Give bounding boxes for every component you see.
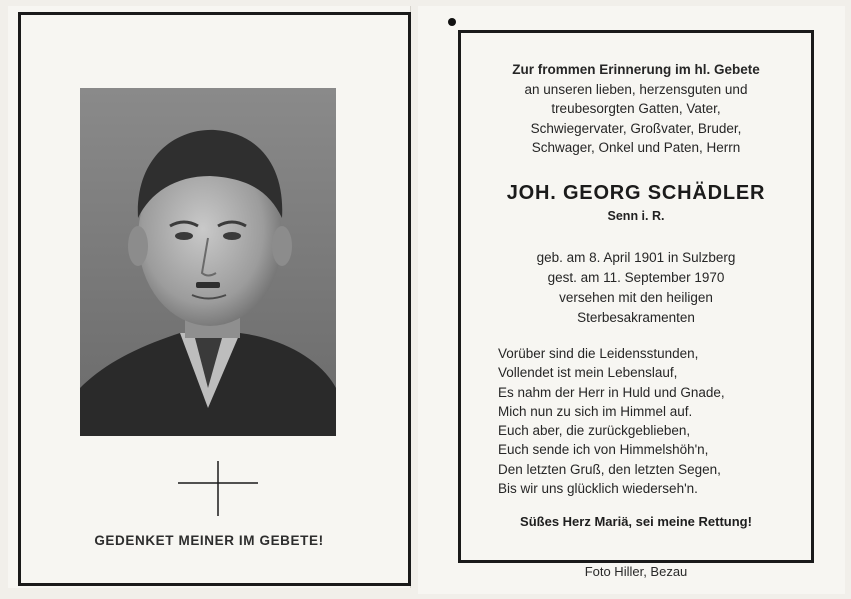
dates-line: geb. am 8. April 1901 in Sulzberg (536, 250, 736, 265)
deceased-role: Senn i. R. (607, 209, 665, 223)
poem-line: Es nahm der Herr in Huld und Gnade, (498, 384, 725, 400)
intro-line: Schwager, Onkel und Paten, Herrn (531, 140, 741, 155)
poem-line: Euch aber, die zurückgeblieben, (498, 423, 691, 439)
portrait-image (80, 88, 336, 436)
dates-line: Sterbesakramenten (577, 310, 695, 325)
closing-prayer: Süßes Herz Mariä, sei meine Rettung! (520, 514, 752, 529)
poem-line: Mich nun zu sich im Himmel auf. (498, 403, 693, 419)
portrait-photo (80, 88, 336, 436)
left-card (8, 6, 411, 588)
intro-line: an unseren lieben, herzensguten und (524, 81, 748, 97)
deceased-name: JOH. GEORG SCHÄDLER (506, 182, 766, 204)
dates-block (458, 248, 814, 328)
intro-line: Schwiegervater, Großvater, Bruder, (530, 120, 742, 136)
right-card (418, 6, 845, 594)
poem-line: Euch sende ich von Himmelshöh'n, (498, 442, 709, 458)
dates-line: gest. am 11. September 1970 (547, 270, 725, 285)
photo-credit: Foto Hiller, Bezau (584, 564, 688, 579)
poem-line: Bis wir uns glücklich wiederseh'n. (498, 481, 698, 497)
ink-dot (448, 18, 456, 26)
intro-line: treubesorgten Gatten, Vater, (551, 101, 721, 116)
poem-line: Vollendet ist mein Lebenslauf, (498, 365, 678, 381)
dates-line: versehen mit den heiligen (559, 290, 713, 305)
poem-line: Vorüber sind die Leidensstunden, (498, 346, 699, 361)
prayer-footer: GEDENKET MEINER IM GEBETE! (94, 533, 324, 548)
poem-line: Den letzten Gruß, den letzten Segen, (498, 461, 721, 477)
intro-title: Zur frommen Erinnerung im hl. Gebete (512, 62, 760, 77)
intro-block (458, 60, 814, 158)
poem-block (498, 344, 798, 498)
cross-icon (178, 461, 258, 516)
